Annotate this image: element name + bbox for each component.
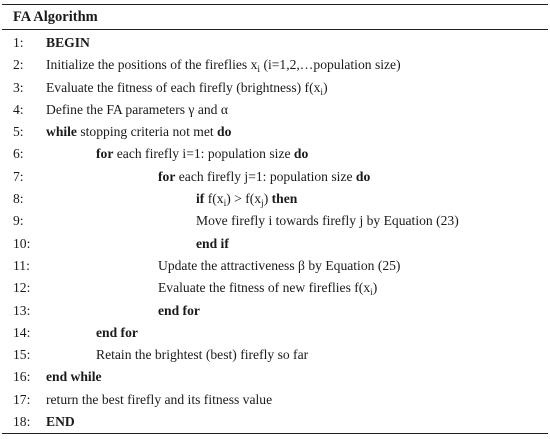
line-number: 10: — [13, 235, 31, 251]
algorithm-line-11 — [2, 255, 548, 277]
algorithm-line-16 — [2, 366, 548, 388]
line-number: 5: — [13, 124, 24, 140]
line-code: end while — [46, 369, 102, 385]
line-number: 16: — [13, 369, 31, 385]
line-code: return the best firefly and its fitness value — [46, 391, 273, 407]
line-number: 9: — [13, 213, 24, 229]
algorithm-line-7 — [2, 166, 548, 188]
line-number: 6: — [13, 146, 24, 162]
line-code: Move firefly i towards firefly j by Equation (23) — [196, 213, 459, 229]
line-number: 15: — [13, 347, 31, 363]
line-code: for each firefly i=1: population size do — [96, 146, 309, 162]
line-code: Evaluate the fitness of new fireflies $f(x_i)$ — [158, 280, 378, 299]
line-code: BEGIN — [46, 35, 90, 50]
line-number: 4: — [13, 101, 24, 117]
algorithm-line-14 — [2, 322, 548, 344]
algorithm-line-4 — [2, 99, 548, 121]
line-number: 2: — [13, 57, 24, 73]
algorithm-line-5 — [2, 121, 548, 143]
algorithm-line-3 — [2, 77, 548, 99]
line-code: Evaluate the fitness of each firefly (brightness) $f(x_i)$ — [46, 79, 328, 98]
line-code: if $f(x_i) > f(x_j)$ then — [196, 191, 298, 210]
line-code: end for — [96, 324, 138, 340]
algorithm-line-6 — [2, 143, 548, 165]
algorithm-line-13 — [2, 300, 548, 322]
line-number: 17: — [13, 391, 31, 407]
line-number: 1: — [13, 35, 24, 50]
line-number: 18: — [13, 414, 31, 430]
line-code: for each firefly j=1: population size do — [158, 168, 371, 184]
line-number: 13: — [13, 302, 31, 318]
algorithm-line-2 — [2, 54, 548, 76]
line-code: while stopping criteria not met do — [46, 124, 232, 140]
algorithm-line-10 — [2, 233, 548, 255]
line-code: Define the FA parameters γ and α — [46, 101, 228, 117]
line-number: 12: — [13, 280, 31, 296]
line-number: 14: — [13, 324, 31, 340]
line-code: end for — [158, 302, 200, 318]
line-code: Retain the brightest (best) firefly so far — [96, 347, 309, 363]
algorithm-line-15 — [2, 344, 548, 366]
algorithm-line-8 — [2, 188, 548, 210]
algorithm-lines — [2, 30, 548, 433]
line-code: end if — [196, 235, 229, 251]
algorithm-box — [2, 4, 548, 434]
line-code: END — [46, 414, 75, 430]
algorithm-title: FA Algorithm — [2, 5, 548, 30]
algorithm-line-17 — [2, 389, 548, 411]
algorithm-line-1 — [2, 32, 548, 54]
algorithm-line-12 — [2, 277, 548, 299]
line-number: 11: — [13, 257, 30, 273]
line-code: Update the attractiveness β by Equation (25) — [158, 257, 401, 273]
algorithm-line-9 — [2, 210, 548, 232]
line-number: 8: — [13, 191, 24, 207]
line-code: Initialize the positions of the fireflies $x_i$ (i=1,2,…population size) — [46, 57, 401, 76]
line-number: 7: — [13, 168, 24, 184]
line-number: 3: — [13, 79, 24, 95]
algorithm-line-18 — [2, 411, 548, 433]
